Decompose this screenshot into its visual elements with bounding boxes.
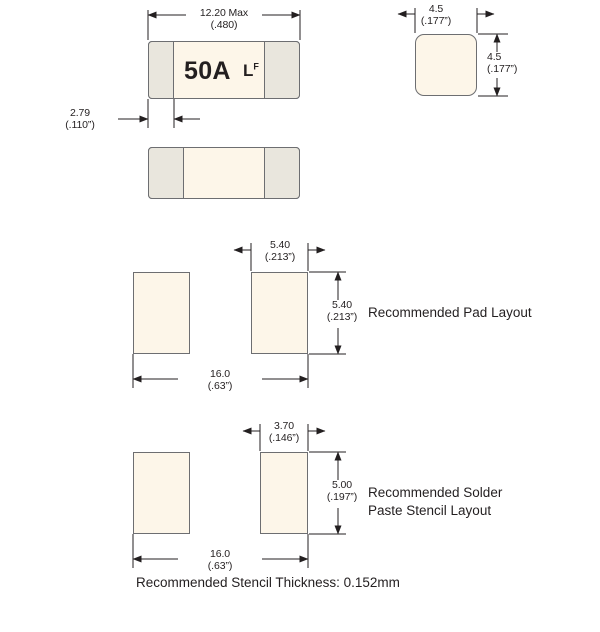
dimension-side-height (487, 52, 547, 75)
dimension-stencil-width (244, 421, 324, 444)
caption-paste-layout-line1: Recommended Solder (368, 485, 503, 500)
lead-free-letter: L (243, 61, 254, 80)
dimension-top-length (174, 8, 274, 31)
stencil-layout-right-aperture (260, 452, 308, 534)
dimension-stencil-width-mm: 3.70 (273, 420, 295, 432)
dimension-top-length-mm: 12.20 Max (199, 7, 249, 19)
dimension-endcap-width-inch: (.110”) (65, 118, 95, 131)
pad-layout-right-pad (251, 272, 308, 354)
dimension-endcap-width-mm: 2.79 (69, 107, 91, 119)
dimension-stencil-span (180, 549, 260, 572)
dimension-side-height-inch: (.177”) (487, 62, 518, 75)
dimension-pad-width-mm: 5.40 (269, 239, 291, 251)
dimension-pad-span (180, 369, 260, 392)
dimension-stencil-height-mm: 5.00 (331, 479, 353, 491)
dimension-stencil-height (320, 480, 364, 503)
dimension-pad-span-mm: 16.0 (209, 368, 231, 380)
dimension-stencil-height-inch: (.197”) (326, 490, 358, 503)
fuse-endcap-right-bottom-view (264, 147, 300, 199)
dimension-endcap-width (46, 108, 114, 131)
dimension-side-width (405, 4, 467, 27)
dimension-pad-height (320, 300, 364, 323)
fuse-endcap-left-top-view (148, 41, 174, 99)
caption-pad-layout: Recommended Pad Layout (368, 305, 532, 320)
fuse-rating-marking: 50A (184, 57, 231, 85)
dimension-side-width-inch: (.177”) (420, 14, 452, 27)
dimension-stencil-width-inch: (.146”) (268, 431, 300, 444)
caption-paste-layout-line2: Paste Stencil Layout (368, 503, 492, 518)
fuse-endcap-left-bottom-view (148, 147, 184, 199)
dimension-pad-span-inch: (.63”) (207, 379, 233, 392)
dimension-pad-width (240, 240, 320, 263)
dimension-pad-width-inch: (.213”) (264, 250, 296, 263)
dimension-side-height-mm: 4.5 (487, 51, 502, 63)
lead-free-superscript: F (253, 61, 259, 72)
dimension-pad-height-inch: (.213”) (326, 310, 358, 323)
note-stencil-thickness: Recommended Stencil Thickness: 0.152mm (136, 575, 400, 590)
dimension-stencil-span-inch: (.63”) (207, 559, 233, 572)
stencil-layout-left-aperture (133, 452, 190, 534)
dimension-stencil-span-mm: 16.0 (209, 548, 231, 560)
fuse-body-side-view (415, 34, 477, 96)
fuse-endcap-right-top-view (264, 41, 300, 99)
lead-free-marking (243, 61, 259, 81)
pad-layout-left-pad (133, 272, 190, 354)
dimension-pad-height-mm: 5.40 (331, 299, 353, 311)
dimension-top-length-inch: (.480) (210, 18, 238, 31)
dimension-side-width-mm: 4.5 (428, 3, 444, 15)
